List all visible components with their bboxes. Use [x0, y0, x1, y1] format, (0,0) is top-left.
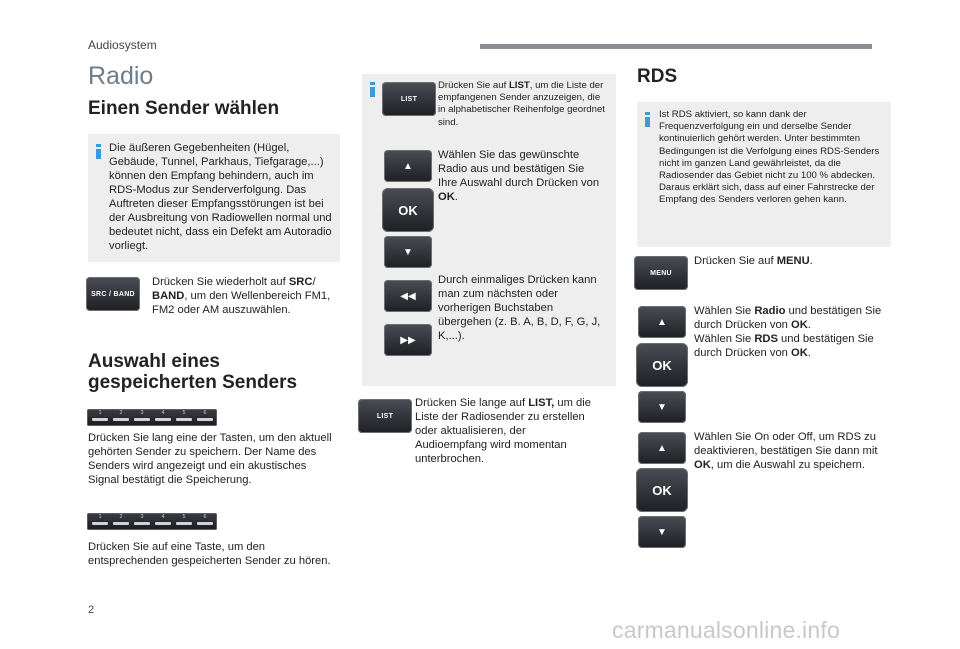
up-arrow-button[interactable]: ▲	[638, 432, 686, 464]
info-icon	[645, 112, 650, 127]
select-station-info-box	[88, 134, 340, 262]
next-button[interactable]: ▶▶	[384, 324, 432, 356]
preset-number: 3	[140, 514, 144, 520]
preset-number: 2	[119, 514, 123, 520]
preset-number: 3	[140, 410, 144, 416]
previous-button[interactable]: ◀◀	[384, 280, 432, 312]
src-band-text: Drücken Sie wiederholt auf SRC/ BAND, um den Wellenbereich FM1, FM2 oder AM auszuwählen.	[152, 276, 331, 316]
preset-store-text: Drücken Sie lang eine der Tasten, um den aktuell gehörten Sender zu speichern. Der Name des Senders wird angezeigt und ein akustisches Signal bestätigt die Speicherung.	[88, 432, 332, 486]
rds-info-text: Ist RDS aktiviert, so kann dank der Frequenzverfolgung ein und derselbe Sender kontinuierlich gehört werden. Unter bestimmten Bedingungen ist die Verfolgung eines RDS-Senders nicht im ganzen Land gewährleistet, da die Radiosender das Gebiet nicht zu 100 % abdecken. Daraus erklärt sich, dass auf einer Fahrstrecke der Empfang des Senders verloren gehen kann.	[659, 109, 880, 206]
up-arrow-button[interactable]: ▲	[384, 150, 432, 182]
ok-button[interactable]: OK	[636, 343, 688, 387]
down-arrow-button[interactable]: ▼	[638, 516, 686, 548]
preset-buttons-store[interactable]	[87, 409, 217, 426]
page-title: Radio	[88, 62, 154, 90]
preset-number: 1	[98, 514, 102, 520]
preset-number: 5	[182, 514, 186, 520]
choose-station-text: Wählen Sie das gewünschte Radio aus und bestätigen Sie Ihre Auswahl durch Drücken von OK.	[438, 149, 600, 203]
list-long-button[interactable]: LIST	[358, 399, 412, 433]
menu-button[interactable]: MENU	[634, 256, 688, 290]
preset-number: 1	[98, 410, 102, 416]
info-icon	[96, 144, 101, 159]
info-icon	[370, 82, 375, 97]
rds-select-text	[694, 304, 890, 360]
select-station-heading: Einen Sender wählen	[88, 98, 280, 119]
rds-toggle-text: Wählen Sie On oder Off, um RDS zu deaktivieren, bestätigen Sie dann mit OK, um die Auswahl zu speichern.	[694, 431, 878, 471]
preset-heading-line1: Auswahl eines	[88, 351, 220, 372]
jump-letter-text: Durch einmaliges Drücken kann man zum nächsten oder vorherigen Buchstaben übergehen (z. B. A, B, D, F, G, J, K,...).	[438, 274, 601, 342]
ok-button[interactable]: OK	[636, 468, 688, 512]
header-bar	[480, 44, 872, 49]
down-arrow-button[interactable]: ▼	[384, 236, 432, 268]
rds-info-box	[637, 102, 891, 247]
preset-number: 4	[161, 514, 165, 520]
header-section: Audiosystem	[88, 38, 157, 52]
preset-heading-line2: gespeicherten Senders	[88, 372, 298, 393]
rds-select-rds-text: Wählen Sie RDS und bestätigen Sie durch Drücken von OK.	[694, 333, 874, 359]
preset-recall-text: Drücken Sie auf eine Taste, um den entsprechenden gespeicherten Sender zu hören.	[88, 541, 331, 567]
preset-number: 6	[203, 410, 207, 416]
list-info-box	[362, 74, 616, 386]
rds-select-radio-text: Wählen Sie Radio und bestätigen Sie durch Drücken von OK.	[694, 305, 882, 331]
src-band-button[interactable]: SRC / BAND	[86, 277, 140, 311]
menu-text: Drücken Sie auf MENU.	[694, 255, 813, 267]
preset-number: 2	[119, 410, 123, 416]
list-text: Drücken Sie auf LIST, um die Liste der empfangenen Sender anzuzeigen, die in alphabetischer Reihenfolge geordnet sind.	[438, 80, 605, 128]
list-long-text: Drücken Sie lange auf LIST, um die Liste der Radiosender zu erstellen oder aktualisieren, der Audioempfang wird momentan unterbrochen.	[415, 397, 591, 465]
ok-button[interactable]: OK	[382, 188, 434, 232]
select-station-info-text: Die äußeren Gegebenheiten (Hügel, Gebäude, Tunnel, Parkhaus, Tiefgarage,...) können den Empfang behindern, auch im RDS-Modus zur Senderverfolgung. Das Auftreten dieser Empfangsstörungen ist bei der Ausbreitung von Radiowellen normal und bedeutet nicht, dass ein Defekt am Autoradio vorliegt.	[109, 142, 332, 252]
preset-number: 4	[161, 410, 165, 416]
down-arrow-button[interactable]: ▼	[638, 391, 686, 423]
up-arrow-button[interactable]: ▲	[638, 306, 686, 338]
preset-buttons-recall[interactable]	[87, 513, 217, 530]
preset-number: 5	[182, 410, 186, 416]
rds-heading: RDS	[637, 66, 678, 87]
list-button[interactable]: LIST	[382, 82, 436, 116]
watermark: carmanualsonline.info	[612, 617, 840, 643]
page-number: 2	[88, 604, 95, 616]
preset-number: 6	[203, 514, 207, 520]
preset-heading	[88, 351, 297, 393]
